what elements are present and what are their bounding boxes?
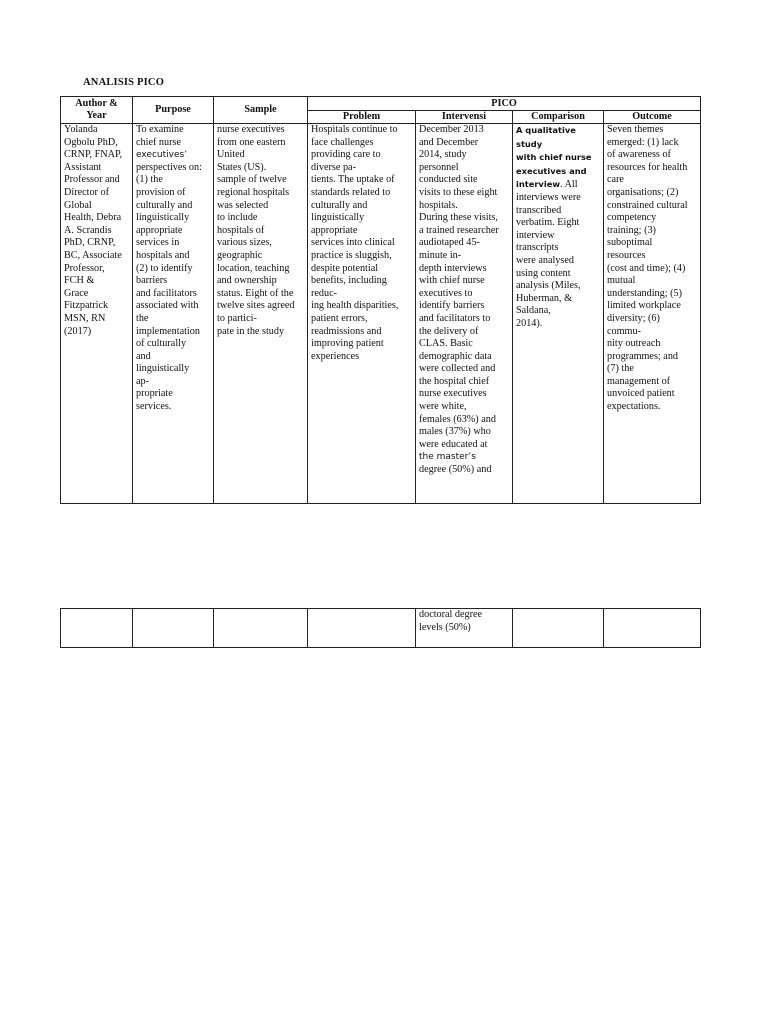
header-intervensi: Intervensi	[416, 111, 513, 124]
cell-purpose: To examine chief nurse executives’ perspectives on: (1) the provision of culturally and linguistically appropriate services in hospitals and (2) to identify barriers and facilitators associated with the implementation of culturally and linguistically ap- propriate services.	[133, 124, 214, 504]
table-row	[61, 124, 701, 504]
cell-problem	[308, 609, 416, 648]
cell-problem: Hospitals continue to face challenges providing care to diverse pa- tients. The uptake of standards related to culturally and linguistically appropriate services into clinical practice is sluggish, despite potential benefits, including reduc- ing health disparities, patient errors, readmissions and improving patient experiences	[308, 124, 416, 504]
cell-sample: nurse executives from one eastern United States (US). sample of twelve regional hospitals was selected to include hospitals of various sizes, geographic location, teaching and ownership status. Eight of the twelve sites agreed to partici- pate in the study	[214, 124, 308, 504]
cell-sample	[214, 609, 308, 648]
cell-comparison	[513, 609, 604, 648]
document-title: ANALISIS PICO	[83, 77, 165, 88]
cell-author-year: Yolanda Ogbolu PhD, CRNP, FNAP, Assistant Professor and Director of Global Health, Debra A. Scrandis PhD, CRNP, BC, Associate Professor, FCH & Grace Fitzpatrick MSN, RN (2017)	[61, 124, 133, 504]
cell-intervensi: doctoral degree levels (50%)	[416, 609, 513, 648]
pico-table	[60, 96, 701, 504]
cell-outcome: Seven themes emerged: (1) lack of awareness of resources for health care organisations; (2) constrained cultural competency training; (3) suboptimal resources (cost and time); (4) mutual understanding; (5) limited workplace diversity; (6) commu- nity outreach programmes; and (7) the management of unvoiced patient expectations.	[604, 124, 701, 504]
header-purpose: Purpose	[133, 97, 214, 124]
header-sample: Sample	[214, 97, 308, 124]
table-row	[61, 609, 701, 648]
cell-comparison: A qualitative study with chief nurse executives and interview. All interviews were transcribed verbatim. Eight interview transcripts were analysed using content analysis (Miles, Huberman, & Saldana, 2014).	[513, 124, 604, 504]
header-comparison: Comparison	[513, 111, 604, 124]
header-problem: Problem	[308, 111, 416, 124]
cell-purpose	[133, 609, 214, 648]
pico-table-continuation	[60, 608, 701, 648]
cell-intervensi: December 2013 and December 2014, study personnel conducted site visits to these eight hospitals. During these visits, a trained researcher audiotaped 45- minute in- depth interviews with chief nurse executives to identify barriers and facilitators to the delivery of CLAS. Basic demographic data were collected and the hospital chief nurse executives were white, females (63%) and males (37%) who were educated at the master’s degree (50%) and	[416, 124, 513, 504]
header-pico: PICO	[308, 97, 701, 111]
header-outcome: Outcome	[604, 111, 701, 124]
cell-outcome	[604, 609, 701, 648]
header-author-year: Author & Year	[61, 97, 133, 124]
cell-author-year	[61, 609, 133, 648]
